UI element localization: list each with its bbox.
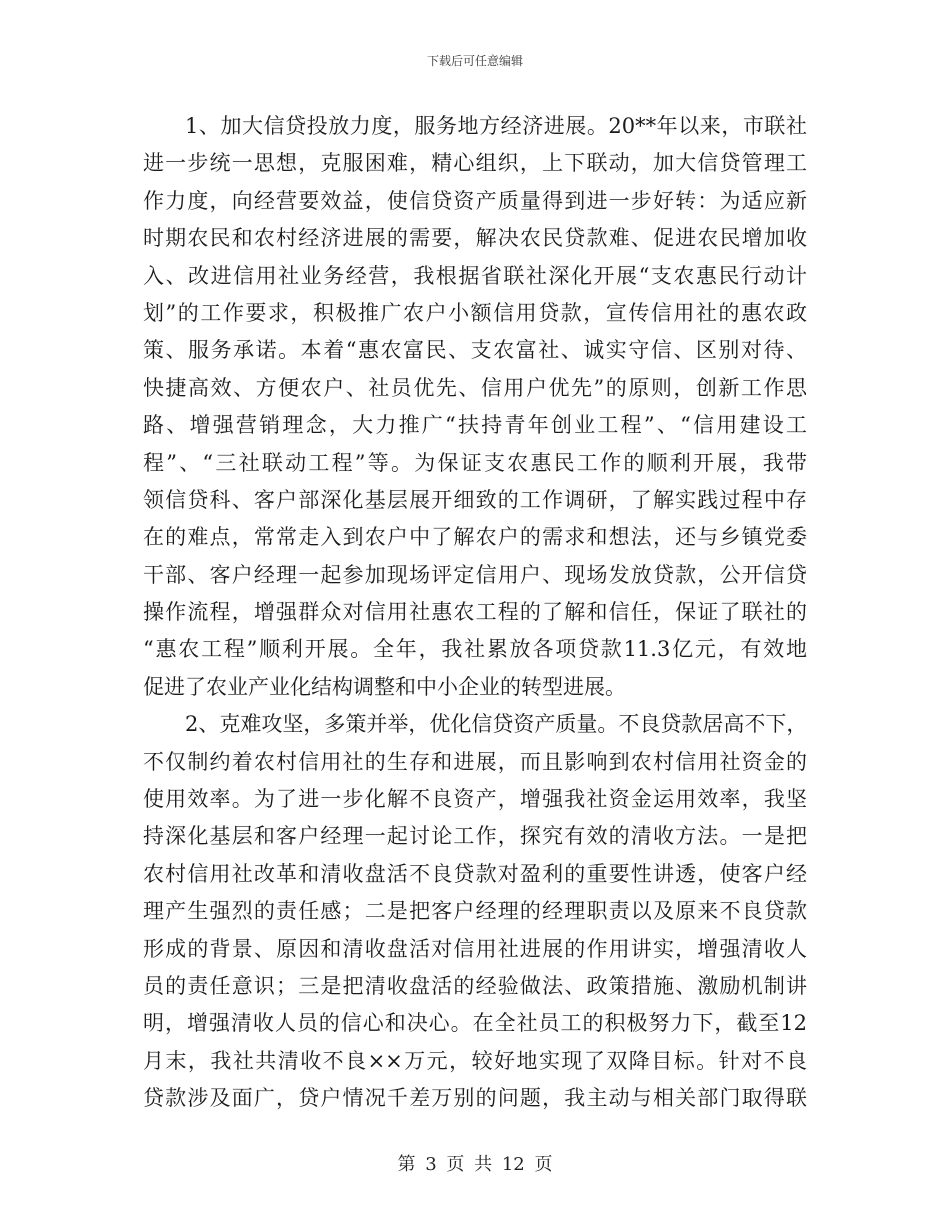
text-line: 促进了农业产业化结构调整和中小企业的转型进展。 [143, 674, 626, 699]
text-line: 策、服务承诺。本着“惠农富民、支农富社、诚实守信、区别对待、 [143, 338, 807, 363]
text-line: 程”、“三社联动工程”等。为保证支农惠民工作的顺利开展，我带 [143, 450, 807, 475]
text-line: 明，增强清收人员的信心和决心。在全社员工的积极努力下，截至12 [143, 1011, 807, 1036]
text-line: 在的难点，常常走入到农户中了解农户的需求和想法，还与乡镇党委 [143, 525, 807, 550]
page-number-footer: 第 3 页 共 12 页 [397, 1154, 553, 1175]
text-line: 作力度，向经营要效益，使信贷资产质量得到进一步好转：为适应新 [143, 188, 807, 213]
text-line: 划”的工作要求，积极推广农户小额信用贷款，宣传信用社的惠农政 [143, 300, 807, 325]
text-line: 入、改进信用社业务经营，我根据省联社深化开展“支农惠民行动计 [143, 263, 807, 288]
page-header: 下载后可任意编辑 [426, 54, 523, 68]
paragraph-2 [143, 706, 807, 1117]
text-line: 操作流程，增强群众对信用社惠农工程的了解和信任，保证了联社的 [143, 600, 807, 625]
text-line: 贷款涉及面广，贷户情况千差万别的问题，我主动与相关部门取得联 [143, 1086, 807, 1111]
text-line: 农村信用社改革和清收盘活不良贷款对盈利的重要性讲透，使客户经 [143, 861, 807, 886]
text-line: 快捷高效、方便农户、社员优先、信用户优先”的原则，创新工作思 [143, 375, 807, 400]
text-line: 不仅制约着农村信用社的生存和进展，而且影响到农村信用社资金的 [143, 749, 807, 774]
text-line: 路、增强营销理念，大力推广“扶持青年创业工程”、“信用建设工 [143, 413, 807, 438]
text-line: 形成的背景、原因和清收盘活对信用社进展的作用讲实，增强清收人 [143, 936, 807, 961]
text-line: 使用效率。为了进一步化解不良资产，增强我社资金运用效率，我坚 [143, 787, 807, 812]
document-body [143, 108, 807, 1118]
text-line: 2、克难攻坚，多策并举，优化信贷资产质量。不良贷款居高不下， [185, 712, 808, 737]
text-line: 时期农民和农村经济进展的需要，解决农民贷款难、促进农民增加收 [143, 226, 807, 251]
text-line: 1、加大信贷投放力度，服务地方经济进展。20**年以来，市联社 [185, 114, 807, 138]
text-line: 持深化基层和客户经理一起讨论工作，探究有效的清收方法。一是把 [143, 824, 807, 849]
text-line: 理产生强烈的责任感；二是把客户经理的经理职责以及原来不良贷款 [143, 899, 807, 924]
text-line: 进一步统一思想，克服困难，精心组织，上下联动，加大信贷管理工 [143, 151, 807, 176]
text-line: 领信贷科、客户部深化基层展开细致的工作调研，了解实践过程中存 [143, 487, 807, 512]
text-line: 员的责任意识；三是把清收盘活的经验做法、政策措施、激励机制讲 [143, 973, 807, 998]
text-line: “惠农工程”顺利开展。全年，我社累放各项贷款11.3亿元，有效地 [143, 637, 807, 662]
text-line: 月末，我社共清收不良××万元，较好地实现了双降目标。针对不良 [143, 1048, 807, 1073]
text-line: 干部、客户经理一起参加现场评定信用户、现场发放贷款，公开信贷 [143, 562, 807, 587]
paragraph-1 [143, 108, 807, 706]
